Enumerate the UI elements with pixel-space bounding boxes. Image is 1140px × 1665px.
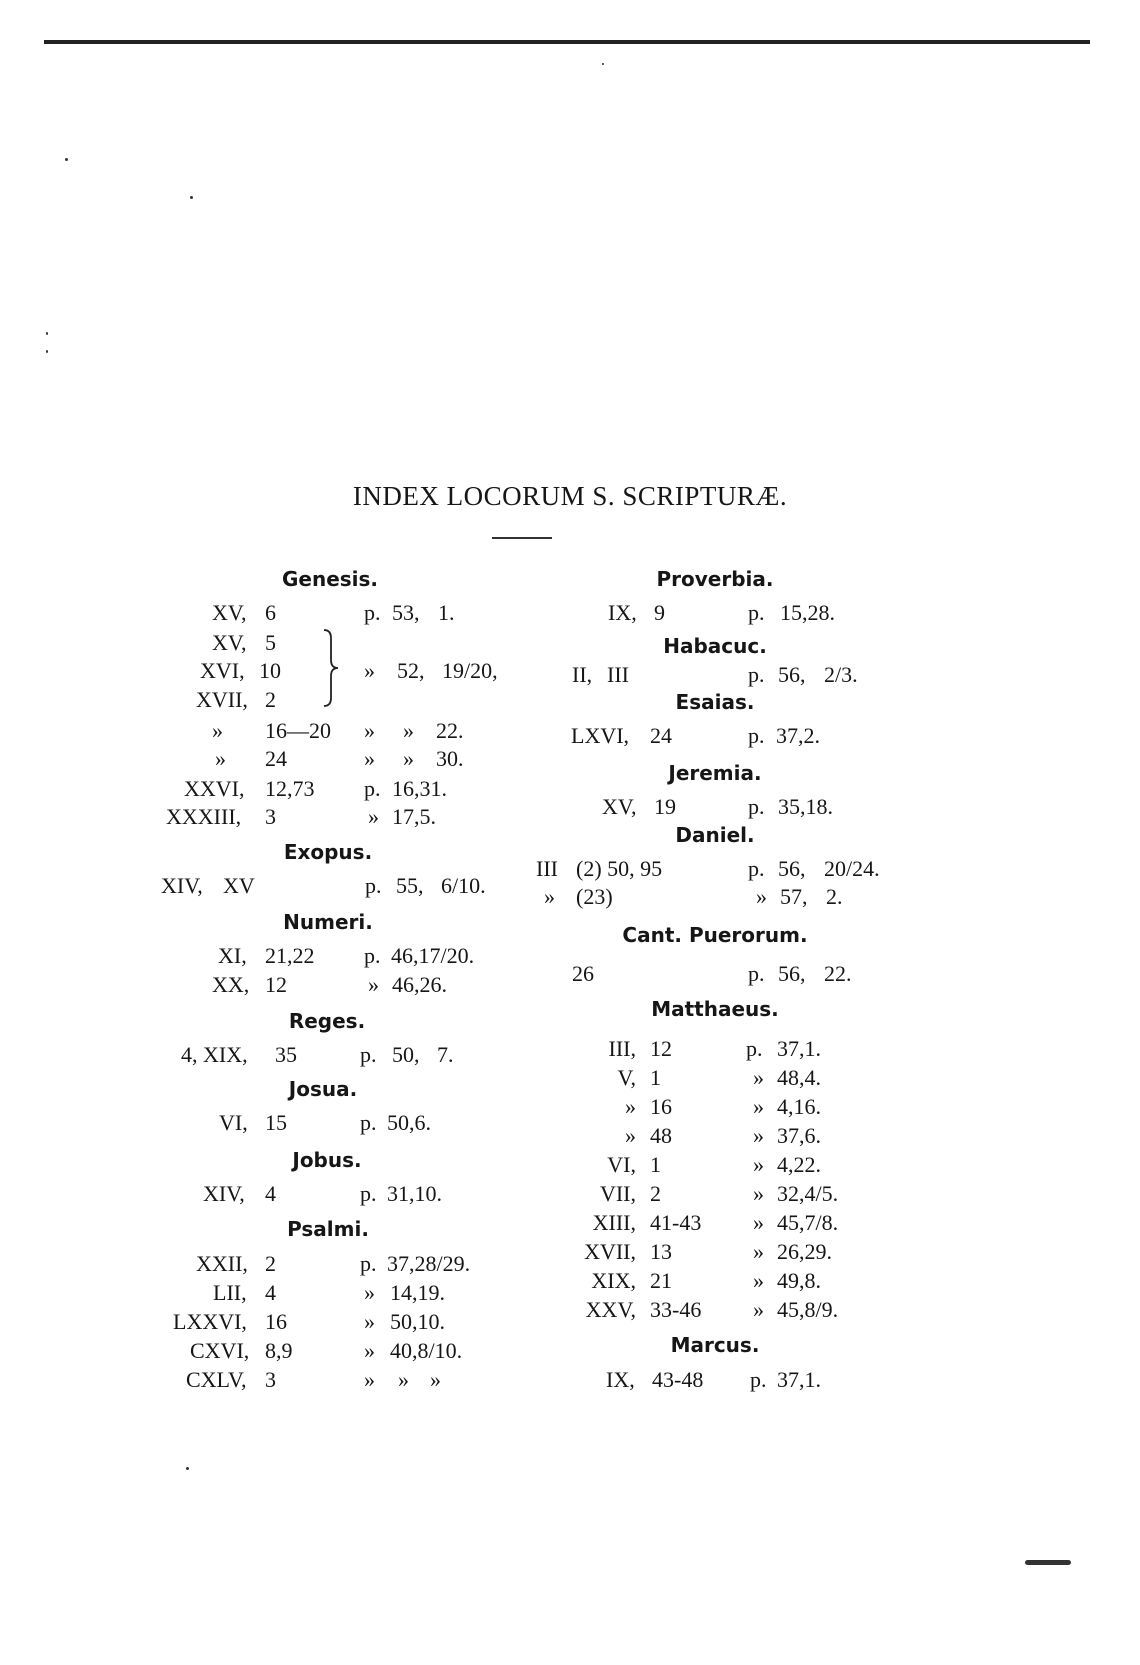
section-heading-jeremia: Jeremia. [668,761,762,785]
entry-page-marker: p. [364,776,381,801]
entry-line: 26,29. [777,1239,832,1264]
entry-verse: 2 [265,1251,276,1276]
entry-line: 1. [438,600,455,625]
entry-line: 16,31. [392,776,447,801]
entry-verse: 4 [265,1280,276,1305]
entry-ref: LII, [213,1280,247,1305]
entry-ref: CXLV, [186,1367,247,1392]
entry-line: 2. [826,884,843,909]
entry-page-marker: » [364,1309,375,1334]
entry-verse: 43-48 [652,1367,704,1392]
entry-line: 14,19. [390,1280,445,1305]
entry-page-marker: p. [748,794,765,819]
entry-page-marker: » [364,1367,375,1392]
entry-line: 37,6. [777,1123,821,1148]
entry-line: 17,5. [392,804,436,829]
entry-ref: XV, [212,600,247,625]
entry-ref: XIX, [591,1268,636,1293]
entry-verse: 16 [265,1309,287,1334]
entry-verse: (2) 50, 95 [576,856,663,881]
entry-ref: XVII, [584,1239,636,1264]
entry-line: 35,18. [778,794,833,819]
section-heading-matthaeus: Matthaeus. [651,997,779,1021]
entry-line: 45,8/9. [777,1297,839,1322]
entry-page-marker: p. [360,1042,377,1067]
entry-verse: 24 [650,723,672,748]
entry-ref: » [544,884,555,909]
entry-page: 56, [778,961,806,986]
scan-speck [46,350,48,353]
entry-line: 37,2. [776,723,820,748]
entry-page-marker: p. [748,723,765,748]
entry-ref: XIII, [592,1210,636,1235]
entry-line: 40,8/10. [390,1338,463,1363]
entry-verse: 19 [654,794,676,819]
scan-speck [65,158,68,161]
entry-page-marker: » [368,972,379,997]
entry-verse: 10 [259,658,281,683]
entry-verse: 33-46 [650,1297,702,1322]
entry-ref: XV, [212,630,247,655]
entry-verse: 9 [654,600,665,625]
entry-verse: 2 [265,687,276,712]
entry-line: 45,7/8. [777,1210,839,1235]
entry-ref: III [536,856,558,881]
section-heading-marcus: Marcus. [670,1333,760,1357]
right-brace-icon [322,628,342,708]
entry-ref: II, [572,662,593,687]
entry-verse: XV [223,873,255,898]
entry-line: 50,10. [390,1309,445,1334]
entry-ref: XIV, [203,1181,245,1206]
entry-verse: 12 [265,972,287,997]
entry-verse: 12,73 [265,776,315,801]
scan-speck [190,196,193,199]
entry-ref: XVI, [200,658,245,683]
entry-verse: 5 [265,630,276,655]
entry-line: 37,28/29. [387,1251,471,1276]
entry-page-marker: p. [360,1251,377,1276]
section-heading-josua: Josua. [288,1077,358,1101]
entry-verse: 1 [650,1152,661,1177]
entry-verse: 3 [265,804,276,829]
entry-line: 37,1. [777,1367,821,1392]
entry-ref: VII, [599,1181,636,1206]
section-heading-jobus: Jobus. [292,1148,362,1172]
entry-page-marker: » [364,658,375,683]
entry-line: 48,4. [777,1065,821,1090]
entry-page: 56, [778,856,806,881]
entry-ref: XX, [212,972,250,997]
entry-page-marker: » [364,718,375,743]
entry-ref: XIV, [161,873,203,898]
entry-line: 50,6. [387,1110,431,1135]
entry-line: 32,4/5. [777,1181,839,1206]
entry-page-marker: » [753,1297,764,1322]
entry-page: 50, [392,1042,420,1067]
entry-ref: XXII, [196,1251,248,1276]
entry-verse: 2 [650,1181,661,1206]
entry-verse: 8,9 [265,1338,293,1363]
entry-ref: CXVI, [190,1338,250,1363]
entry-verse: 16 [650,1094,672,1119]
section-heading-genesis: Genesis. [281,567,379,591]
entry-ref: IX, [608,600,637,625]
entry-line: 6/10. [441,873,486,898]
entry-page-marker: p. [748,600,765,625]
entry-ref: » [625,1123,636,1148]
section-heading-psalmi: Psalmi. [287,1217,369,1241]
entry-verse: 24 [265,746,287,771]
entry-line: 31,10. [387,1181,442,1206]
entry-ref: LXVI, [571,723,630,748]
entry-line: 49,8. [777,1268,821,1293]
entry-ref: XXV, [585,1297,636,1322]
entry-line: 46,26. [392,972,447,997]
entry-verse: 13 [650,1239,672,1264]
entry-page-marker: » [364,1280,375,1305]
section-heading-cant-puerorum: Cant. Puerorum. [622,923,808,947]
entry-ref: VI, [219,1110,248,1135]
entry-ref: III, [608,1036,636,1061]
entry-page-marker: » [364,746,375,771]
entry-verse: (23) [576,884,613,909]
entry-page-marker: p. [748,856,765,881]
entry-ref: IX, [606,1367,635,1392]
entry-line: 4,16. [777,1094,821,1119]
title-rule [492,537,552,539]
entry-page: » [403,746,414,771]
section-heading-proverbia: Proverbia. [656,567,774,591]
entry-page-marker: p. [748,961,765,986]
entry-line: 22. [436,718,464,743]
scan-speck [186,1467,189,1470]
section-heading-reges: Reges. [288,1009,366,1033]
entry-page: 55, [396,873,424,898]
section-heading-exodus: Exopus. [283,840,373,864]
entry-page-marker: » [753,1268,764,1293]
entry-ref: XXXIII, [166,804,242,829]
entry-page-marker: p. [748,662,765,687]
entry-page-marker: » [753,1181,764,1206]
entry-line: 46,17/20. [391,943,475,968]
entry-line: 19/20, [442,658,498,683]
entry-page-marker: » [753,1210,764,1235]
section-heading-habacuc: Habacuc. [663,634,767,658]
entry-ref: 4, XIX, [181,1042,248,1067]
section-heading-numeri: Numeri. [283,910,373,934]
entry-ref: 26 [572,961,594,986]
entry-ref: XI, [218,943,247,968]
entry-page-marker: p. [364,600,381,625]
entry-line: 37,1. [777,1036,821,1061]
entry-page: 56, [778,662,806,687]
entry-page: 52, [397,658,425,683]
entry-page-marker: » [368,804,379,829]
entry-page-marker: » [753,1123,764,1148]
entry-page-marker: » [756,884,767,909]
entry-page-marker: p. [364,943,381,968]
entry-verse: 21,22 [265,943,315,968]
entry-line: 30. [436,746,464,771]
entry-page-marker: » [753,1065,764,1090]
entry-page: » [403,718,414,743]
entry-page-marker: p. [746,1036,763,1061]
entry-line: 22. [824,961,852,986]
entry-verse: 12 [650,1036,672,1061]
page-title: INDEX LOCORUM S. SCRIPTURÆ. [352,481,788,511]
entry-page: 57, [780,884,808,909]
entry-ref: LXXVI, [173,1309,247,1334]
entry-verse: 15 [265,1110,287,1135]
scan-mark [1025,1560,1071,1565]
entry-page-marker: p. [365,873,382,898]
entry-page: » [398,1367,409,1392]
entry-verse: 48 [650,1123,672,1148]
entry-page-marker: » [753,1094,764,1119]
entry-page: 53, [392,600,420,625]
entry-page-marker: p. [360,1181,377,1206]
entry-verse: 1 [650,1065,661,1090]
entry-verse: 3 [265,1367,276,1392]
entry-ref: XVII, [196,687,248,712]
entry-verse: 41-43 [650,1210,702,1235]
entry-line: » [430,1367,441,1392]
entry-ref: » [625,1094,636,1119]
entry-verse: 4 [265,1181,276,1206]
entry-ref: » [212,718,223,743]
entry-line: 7. [437,1042,454,1067]
entry-page-marker: p. [360,1110,377,1135]
entry-verse: 21 [650,1268,672,1293]
entry-line: 4,22. [777,1152,821,1177]
entry-verse: 35 [275,1042,297,1067]
entry-page-marker: » [753,1239,764,1264]
entry-ref: » [215,746,226,771]
entry-ref: XXVI, [184,776,245,801]
section-heading-esaias: Esaias. [675,690,755,714]
entry-line: 2/3. [824,662,858,687]
top-rule [44,40,1090,44]
scan-speck [46,332,48,335]
entry-ref: XV, [602,794,637,819]
entry-page-marker: » [753,1152,764,1177]
entry-verse: III [607,662,629,687]
entry-ref: V, [617,1065,636,1090]
section-heading-daniel: Daniel. [675,823,755,847]
entry-line: 15,28. [780,600,835,625]
entry-verse: 6 [265,600,276,625]
entry-page-marker: p. [750,1367,767,1392]
entry-ref: VI, [607,1152,636,1177]
entry-verse: 16—20 [265,718,331,743]
scan-speck [602,63,604,65]
entry-page-marker: » [364,1338,375,1363]
entry-line: 20/24. [824,856,880,881]
